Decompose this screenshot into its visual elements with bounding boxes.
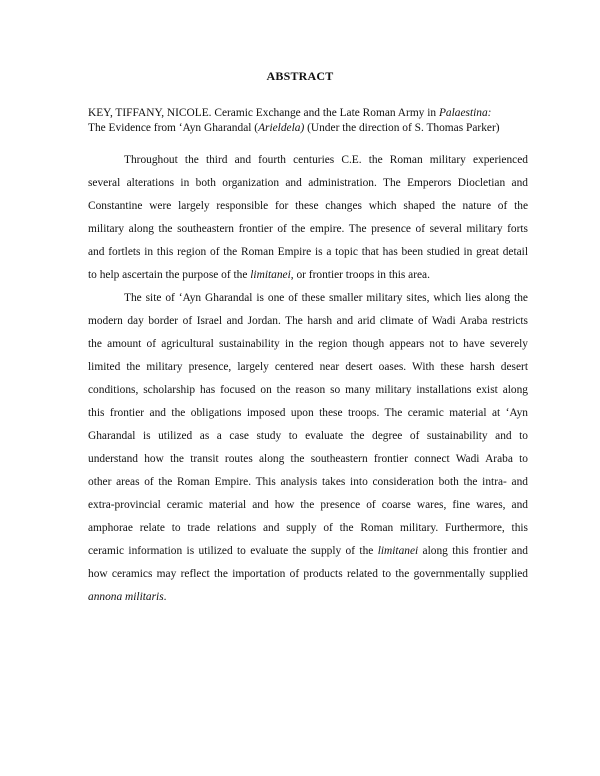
line-text: along this frontier and <box>418 545 528 557</box>
abstract-title: ABSTRACT <box>266 69 334 83</box>
citation-line-1-text: KEY, TIFFANY, NICOLE. Ceramic Exchange and the Late Roman Army in <box>88 107 439 119</box>
paragraph-line: Constantine were largely responsible for these changes which shaped the nature of the <box>88 200 528 212</box>
citation-line-1 <box>88 106 528 121</box>
abstract-body <box>88 149 528 609</box>
paragraph-line <box>88 540 528 563</box>
paragraph-line: limited the military presence, largely centered near desert oases. With these harsh desert <box>88 361 528 373</box>
paragraph-line: how ceramics may reflect the importation of products related to the governmentally supplied <box>88 568 528 580</box>
paragraph-line <box>88 586 528 609</box>
citation-line-2-text: The Evidence from ‘Ayn Gharandal ( <box>88 122 259 134</box>
paragraph-line: Gharandal is utilized as a case study to evaluate the degree of sustainability and to <box>88 430 528 442</box>
line-italic-term: limitanei <box>377 545 419 557</box>
line-text: , or frontier troops in this area. <box>290 269 430 281</box>
paragraph-line: conditions, scholarship has focused on the reason so many military installations exist along <box>88 384 528 396</box>
citation-line-2-italic: Arieldela) <box>258 122 305 134</box>
paragraph-line: amphorae relate to trade relations and supply of the Roman military. Furthermore, this <box>88 522 528 534</box>
citation-line-2-post: (Under the direction of S. Thomas Parker) <box>304 122 500 134</box>
line-italic-term: limitanei <box>250 269 291 281</box>
citation-line-2 <box>88 121 528 136</box>
paragraph-line: several alterations in both organization and administration. The Emperors Diocletian and <box>88 177 528 189</box>
paragraph-line: modern day border of Israel and Jordan. The harsh and arid climate of Wadi Araba restricts <box>88 315 528 327</box>
citation-block <box>88 106 528 136</box>
paragraph <box>88 149 528 287</box>
paragraph-line: understand how the transit routes along the southeastern frontier connect Wadi Araba to <box>88 453 528 465</box>
citation-line-1-italic: Palaestina: <box>438 107 492 119</box>
paragraph-line: Throughout the third and fourth centuries C.E. the Roman military experienced <box>124 154 528 166</box>
paragraph-line: other areas of the Roman Empire. This analysis takes into consideration both the intra- and <box>88 476 528 488</box>
paragraph-line: military along the southeastern frontier of the empire. The presence of several military forts <box>88 223 528 235</box>
line-text: ceramic information is utilized to evaluate the supply of the <box>88 545 378 557</box>
paragraph-line: The site of ‘Ayn Gharandal is one of these smaller military sites, which lies along the <box>124 292 528 304</box>
paragraph-line: extra-provincial ceramic material and how the presence of coarse wares, fine wares, and <box>88 499 528 511</box>
paragraph-line: the amount of agricultural sustainability in the region though appears not to have severely <box>88 338 528 350</box>
paragraph-line: and fortlets in this region of the Roman Empire is a topic that has been studied in great detail <box>88 246 528 258</box>
paragraph-line <box>88 264 528 287</box>
paragraph <box>88 287 528 609</box>
line-text: to help ascertain the purpose of the <box>88 269 251 281</box>
paragraph-line: this frontier and the obligations imposed upon these troops. The ceramic material at ‘Ayn <box>88 407 528 419</box>
line-italic-term: annona militaris <box>88 591 164 603</box>
line-text: . <box>163 591 167 603</box>
